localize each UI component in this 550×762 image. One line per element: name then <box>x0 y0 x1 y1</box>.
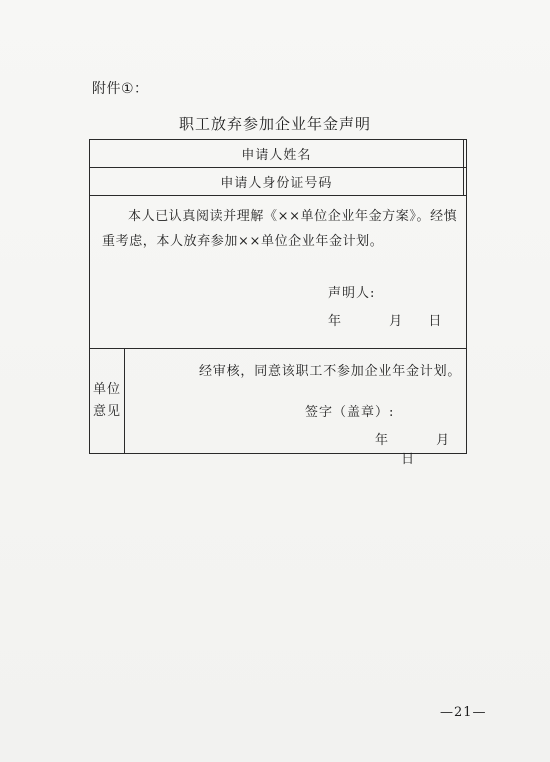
date-day: 日 <box>401 452 415 467</box>
date-year: 年 <box>328 314 342 329</box>
date-month: 月 <box>389 314 403 329</box>
applicant-name-label: 申请人姓名 <box>90 140 464 168</box>
declaration-cell <box>90 196 467 349</box>
table-row-name <box>90 140 467 168</box>
unit-opinion-label <box>90 349 125 454</box>
unit-opinion-label-line1: 单位 <box>92 382 121 397</box>
applicant-id-label: 申请人身份证号码 <box>90 168 464 196</box>
declarant-label: 声明人: <box>328 286 376 301</box>
table-row-declaration <box>90 196 467 349</box>
declaration-form-table <box>89 139 467 467</box>
attachment-label: 附件①： <box>92 81 149 97</box>
date-year: 年 <box>375 433 389 448</box>
applicant-name-field[interactable] <box>463 140 466 168</box>
approval-date <box>375 429 466 467</box>
applicant-id-field[interactable] <box>463 168 466 196</box>
table-row-id <box>90 168 467 196</box>
page-title: 职工放弃参加企业年金声明 <box>178 115 371 133</box>
table-row-unit-opinion <box>90 349 467 454</box>
date-day: 日 <box>428 314 442 329</box>
declaration-date <box>328 310 441 329</box>
date-month: 月 <box>436 433 450 448</box>
signature-label: 签字（盖章）: <box>305 405 395 420</box>
unit-opinion-label-line2: 意见 <box>92 404 121 419</box>
approval-text: 经审核，同意该职工不参加企业年金计划。 <box>199 364 462 379</box>
page-number: —21— <box>440 705 487 720</box>
unit-opinion-cell <box>125 349 467 467</box>
declaration-text: 本人已认真阅读并理解《××单位企业年金方案》。经慎重考虑，本人放弃参加××单位企业年金计划。 <box>102 209 458 249</box>
